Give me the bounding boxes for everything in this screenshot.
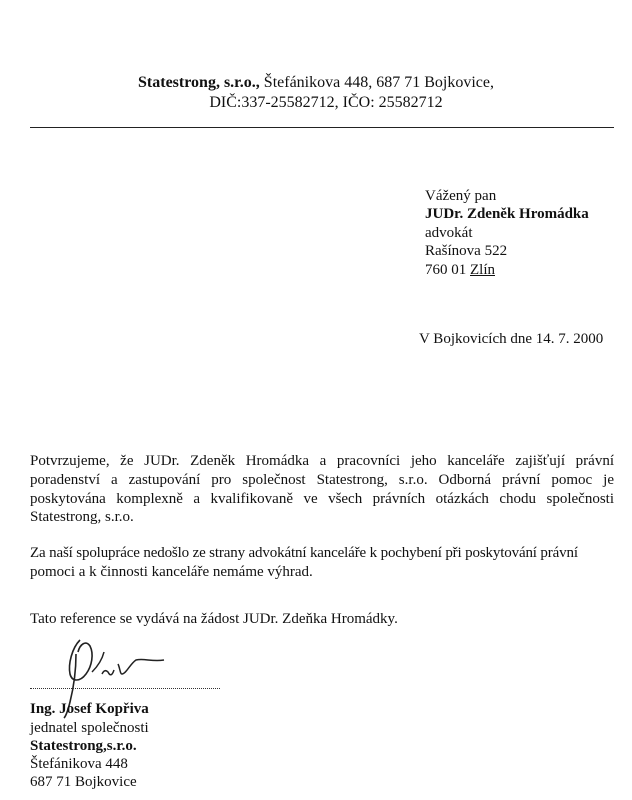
recipient-city: Zlín	[470, 262, 495, 278]
body-p2-line1: Za naší spolupráce nedošlo ze strany advokátní kanceláře k pochybení při poskytování právní	[30, 545, 578, 561]
recipient-title: advokát	[425, 225, 473, 241]
letterhead-company-line	[0, 74, 632, 92]
signature-dotted-line	[30, 688, 220, 689]
signatory-city: 687 71 Bojkovice	[30, 774, 137, 790]
signatory-street: Štefánikova 448	[30, 756, 128, 772]
recipient-salutation: Vážený pan	[425, 188, 497, 204]
date-line: V Bojkovicích dne 14. 7. 2000	[419, 331, 604, 347]
body-p3: Tato reference se vydává na žádost JUDr. Zdeňka Hromádky.	[30, 611, 398, 627]
signatory-company: Statestrong,s.r.o.	[30, 738, 137, 754]
signatory-name: Ing. Josef Kopřiva	[30, 701, 149, 717]
signatory-role: jednatel společnosti	[30, 720, 149, 736]
recipient-street: Rašínova 522	[425, 243, 508, 259]
letterhead-ids: DIČ:337-25582712, IČO: 25582712	[209, 94, 443, 111]
body-p1-line4: Statestrong, s.r.o.	[30, 509, 134, 525]
body-p2-line2: pomoci a k činnosti kanceláře nemáme výhrad.	[30, 564, 313, 580]
recipient-postcode: 760 01	[425, 262, 467, 278]
letterhead-company-name: Statestrong, s.r.o.,	[138, 74, 260, 91]
recipient-name: JUDr. Zdeněk Hromádka	[425, 206, 589, 222]
body-p1-line2: poradenství a zastupování pro společnost Statestrong, s.r.o. Odborná právní pomoc je	[30, 472, 614, 488]
letterhead-divider	[30, 127, 614, 128]
body-p1-line1: Potvrzujeme, že JUDr. Zdeněk Hromádka a pracovníci jeho kanceláře zajišťují právní	[30, 453, 614, 469]
recipient-city-line	[425, 262, 495, 279]
letterhead-address: Štefánikova 448, 687 71 Bojkovice,	[263, 74, 494, 91]
body-p1-line3: poskytována komplexně a kvalifikovaně ve všech právních otázkách chodu společnosti	[30, 491, 614, 507]
